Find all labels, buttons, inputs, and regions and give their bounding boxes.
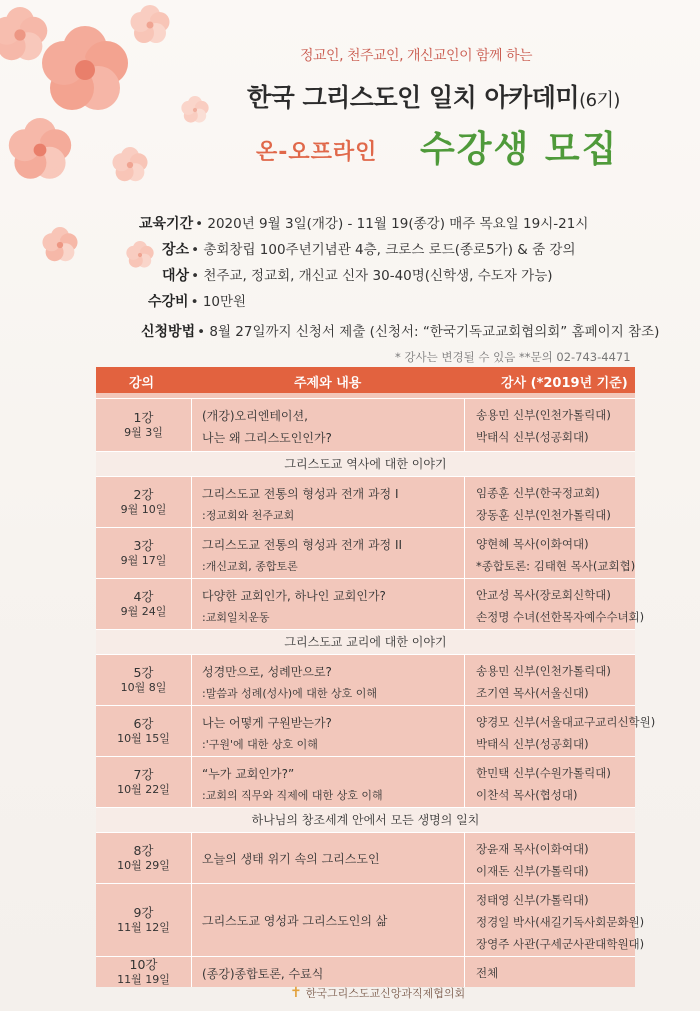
topic-line: :개신교회, 종합토론 [202,560,298,573]
col-header-topic: 주제와 내용 [294,376,362,391]
table-row [96,476,635,527]
topic-line: 오늘의 생태 위기 속의 그리스도인 [202,852,380,866]
lecture-date: 9월 17일 [120,554,167,567]
lecturer-name: 송용민 신부(인천가톨릭대) [476,664,611,678]
lecturer-name: 정경일 박사(새길기독사회문화원) [476,915,645,929]
lecture-date: 10월 15일 [117,732,170,745]
column-divider [464,579,465,629]
topic-line: :'구원'에 대한 상호 이해 [202,738,318,751]
topic-cell [196,757,461,807]
table-row [96,956,635,987]
table-row [96,578,645,629]
place-label: 장소 [162,242,190,258]
column-divider [191,884,192,956]
lecture-date: 9월 10일 [120,503,167,516]
col-header-lecturer: 강사 (*2019년 기준) [501,376,628,391]
lecturer-name: 손정명 수녀(선한목자예수수녀회) [476,610,645,624]
column-divider [464,884,465,956]
topic-line: 성경만으로, 성례만으로? [202,665,332,679]
topic-line: “누가 교회인가?” [202,767,295,781]
lecture-number: 9강 [133,905,154,920]
table-row [96,883,645,956]
topic-cell [196,579,461,629]
lecturer-name: 이찬석 목사(협성대) [476,788,578,802]
page-title [247,78,620,114]
target-label: 대상 [162,268,190,284]
column-divider [464,399,465,451]
topic-line: 다양한 교회인가, 하나인 교회인가? [202,589,386,603]
lecture-cell [96,528,191,578]
lecture-cell-inner [96,957,191,987]
lecture-cell-inner [96,905,191,935]
topic-cell [196,477,461,527]
period-label: 교육기간 [139,216,194,232]
fee-value: • 10만원 [190,294,247,310]
column-divider [191,399,192,451]
subtitle-recruitment: 수강생 모집 [420,129,619,170]
schedule-table [96,367,656,987]
column-divider [191,655,192,705]
table-row [96,398,635,451]
info-place [162,238,576,259]
lecturer-name: 양현혜 목사(이화여대) [476,537,589,551]
column-divider [464,706,465,756]
lecturer-name: 조기연 목사(서울신대) [476,686,589,700]
lecture-number: 6강 [133,716,154,731]
topic-line: :말씀과 성례(성사)에 대한 상호 이해 [202,687,378,700]
lecture-cell [96,655,191,705]
topic-line: 그리스도교 영성과 그리스도인의 삶 [202,914,388,928]
lecturer-name: 임종훈 신부(한국정교회) [476,486,600,500]
lecture-cell-inner [96,843,191,873]
column-divider [191,579,192,629]
topic-cell [196,528,461,578]
topic-line: :정교회와 천주교회 [202,509,295,522]
lecture-cell [96,757,191,807]
lecturer-cell [470,884,645,956]
topic-cell [196,957,461,987]
lecturer-name: 장영주 사관(구세군사관대학원대) [476,937,645,951]
column-divider [464,655,465,705]
lecturer-name: 이재돈 신부(가톨릭대) [476,864,589,878]
lecturer-cell [470,655,635,705]
lecture-number: 7강 [133,767,154,782]
lecturer-name: 안교성 목사(장로회신학대) [476,588,611,602]
topic-line: :교회일치운동 [202,611,270,624]
lecture-number: 4강 [133,589,154,604]
lecturer-cell [470,706,656,756]
cross-logo-icon: ✝ [290,985,302,1001]
lecture-cell-inner [96,487,191,517]
lecture-cell [96,579,191,629]
lecturer-name: 전체 [476,966,499,980]
table-row [96,832,635,883]
lecturer-name: 한민택 신부(수원가톨릭대) [476,766,611,780]
table-row [96,654,635,705]
lecturer-name: 양경모 신부(서울대교구교리신학원) [476,715,656,729]
lecture-date: 9월 3일 [124,426,163,439]
lecture-cell [96,399,191,451]
column-divider [191,477,192,527]
lecture-date: 11월 12일 [117,921,170,934]
table-row [96,527,635,578]
lecturer-name: *종합토론: 김태현 목사(교회협) [476,559,636,573]
lecture-cell-inner [96,410,191,440]
info-apply [141,320,659,341]
lecture-date: 10월 8일 [120,681,167,694]
subtitle-online-offline: 온-오프라인 [256,140,378,165]
lecture-number: 8강 [133,843,154,858]
section-heading: 그리스도교 교리에 대한 이야기 [96,629,635,654]
column-divider [464,757,465,807]
lecture-cell [96,706,191,756]
topic-cell [196,655,461,705]
lecturer-name: 장윤재 목사(이화여대) [476,842,589,856]
lecture-date: 10월 29일 [117,859,170,872]
organizer-name: 한국그리스도교신앙과직제협의회 [305,987,466,1000]
period-value: • 2020년 9월 3일(개강) - 11월 19(종강) 매주 목요일 19시-21시 [195,216,589,232]
lecture-cell-inner [96,589,191,619]
col-header-lecture: 강의 [129,376,155,391]
topic-line: :교회의 직무와 직제에 대한 상호 이해 [202,789,383,802]
tagline: 정교인, 천주교인, 개신교인이 함께 하는 [300,48,533,64]
place-value: • 총회창립 100주년기념관 4층, 크로스 로드(종로5가) & 줌 강의 [191,242,576,258]
topic-cell [196,706,461,756]
column-divider [464,957,465,987]
topic-cell [196,833,461,883]
topic-line: 나는 왜 그리스도인인가? [202,431,332,445]
lecturer-cell [470,477,635,527]
info-fee [148,290,246,311]
lecture-cell [96,957,191,987]
lecture-number: 3강 [133,538,154,553]
table-row [96,705,656,756]
column-divider [464,833,465,883]
column-divider [191,757,192,807]
table-header [96,367,635,393]
lecture-number: 5강 [133,665,154,680]
lecture-number: 10강 [129,957,158,972]
column-divider [191,957,192,987]
lecture-date: 11월 19일 [117,973,170,986]
lecture-cell-inner [96,538,191,568]
lecturer-cell [470,579,645,629]
column-divider [191,706,192,756]
table-row [96,756,635,807]
lecturer-name: 박태식 신부(성공회대) [476,430,589,444]
title-text: 한국 그리스도인 일치 아카데미 [247,83,580,112]
contact-note: * 강사는 변경될 수 있음 **문의 02-743-4471 [395,350,631,364]
apply-value: • 8월 27일까지 신청서 제출 (신청서: “한국기독교교회협의회” 홈페이지 참조) [197,324,660,340]
lecturer-cell [470,833,635,883]
column-divider [464,528,465,578]
topic-line: 그리스도교 전통의 형성과 전개 과정 II [202,538,403,552]
lecturer-name: 장동훈 신부(인천가톨릭대) [476,508,611,522]
organizer-footer [290,985,465,1001]
apply-label: 신청방법 [141,324,196,340]
lecturer-name: 송용민 신부(인천가톨릭대) [476,408,611,422]
lecturer-cell [470,757,635,807]
section-heading: 하나님의 창조세계 안에서 모든 생명의 일치 [96,807,635,832]
fee-label: 수강비 [148,294,189,310]
lecturer-cell [470,399,635,451]
lecture-cell [96,833,191,883]
lecture-cell-inner [96,767,191,797]
topic-cell [196,884,461,956]
target-value: • 천주교, 정교회, 개신교 신자 30-40명(신학생, 수도자 가능) [191,268,553,284]
column-divider [464,477,465,527]
topic-cell [196,399,461,451]
info-target [162,264,553,285]
lecture-number: 2강 [133,487,154,502]
topic-line: 그리스도교 전통의 형성과 전개 과정 I [202,487,399,501]
lecture-cell-inner [96,716,191,746]
lecturer-name: 박태식 신부(성공회대) [476,737,589,751]
lecture-date: 9월 24일 [120,605,167,618]
topic-line: 나는 어떻게 구원받는가? [202,716,332,730]
section-heading: 그리스도교 역사에 대한 이야기 [96,451,635,476]
info-period [139,212,588,233]
topic-line: (개강)오리엔테이션, [202,409,308,423]
lecturer-cell [470,957,635,987]
lecture-cell-inner [96,665,191,695]
lecture-date: 10월 22일 [117,783,170,796]
column-divider [191,528,192,578]
lecturer-name: 정태영 신부(가톨릭대) [476,893,589,907]
lecture-number: 1강 [133,410,154,425]
title-suffix: (6기) [579,90,620,111]
lecturer-cell [470,528,635,578]
topic-line: (종강)종합토론, 수료식 [202,967,324,981]
lecture-cell [96,477,191,527]
lecture-cell [96,884,191,956]
column-divider [191,833,192,883]
